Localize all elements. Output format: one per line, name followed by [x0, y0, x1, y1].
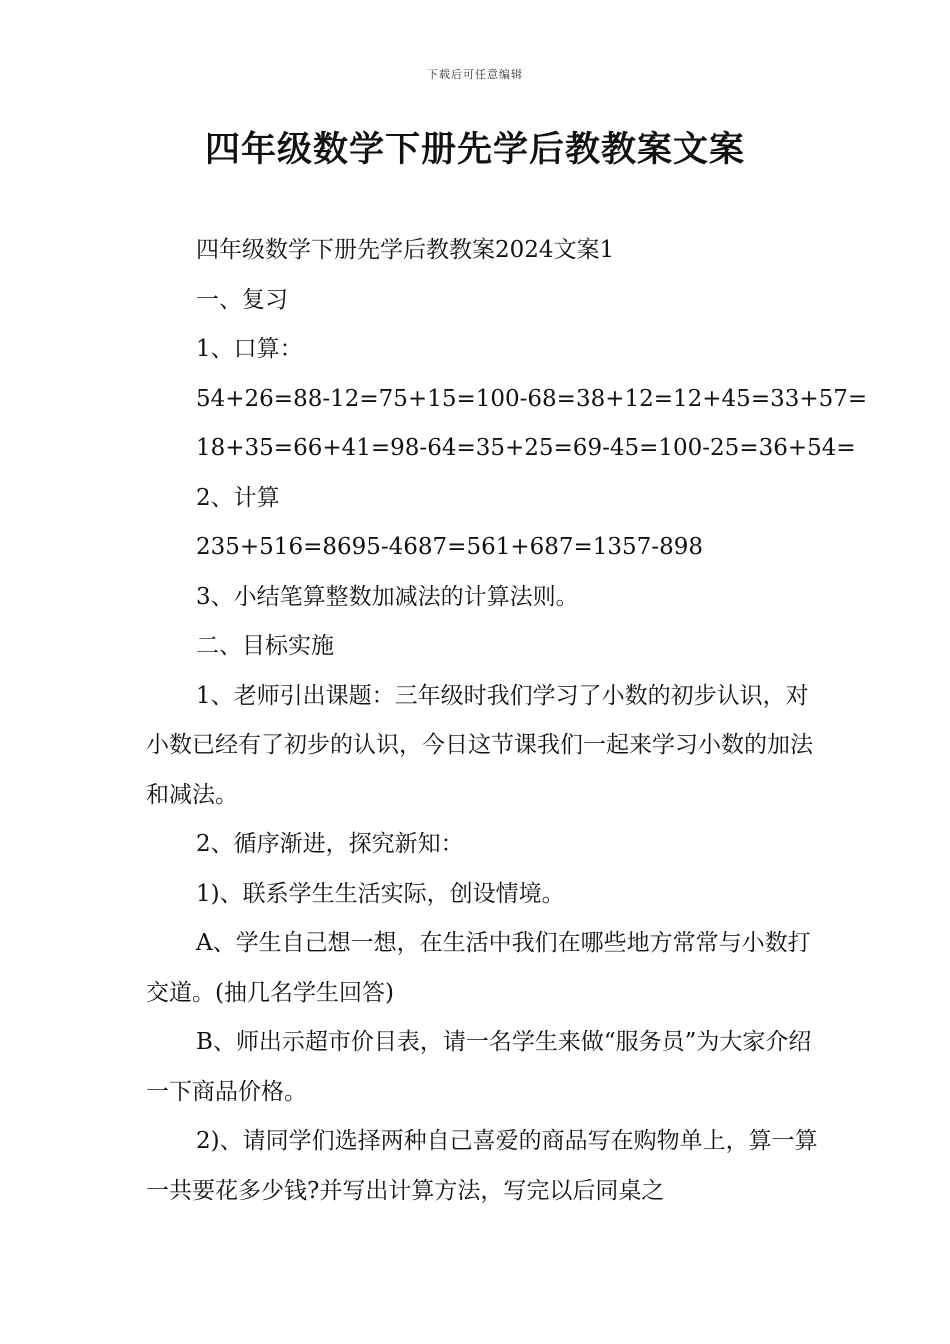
- paragraph-summary: 3、小结笔算整数加减法的计算法则。: [196, 583, 579, 610]
- paragraph-mental-math-line1: 54+26=88-12=75+15=100-68=38+12=12+45=33+57=: [196, 385, 868, 412]
- paragraph-subtitle: 四年级数学下册先学后教教案2024文案1: [196, 237, 615, 263]
- document-title: 四年级数学下册先学后教教案文案: [204, 129, 745, 170]
- paragraph-mental-math: 1、口算：: [196, 336, 303, 362]
- paragraph-calculation-line: 235+516=8695-4687=561+687=1357-898: [196, 534, 703, 560]
- paragraph-section-implementation: 二、目标实施: [196, 633, 334, 659]
- paragraph-shopping: 2)、请同学们选择两种自己喜爱的商品写在购物单上，算一算一共要花多少钱?并写出计算方法，写完以后同桌之: [146, 1128, 818, 1204]
- paragraph-mental-math-line2: 18+35=66+41=98-64=35+25=69-45=100-25=36+54=: [196, 435, 856, 461]
- paragraph-introduction: 1、老师引出课题：三年级时我们学习了小数的初步认识，对小数已经有了初步的认识，今日这节课我们一起来学习小数的加法和减法。: [146, 682, 813, 808]
- paragraph-item-a: A、学生自己想一想，在生活中我们在哪些地方常常与小数打交道。(抽几名学生回答): [146, 930, 811, 1006]
- paragraph-item-b: B、师出示超市价目表，请一名学生来做“服务员”为大家介绍一下商品价格。: [146, 1029, 812, 1105]
- paragraph-situation: 1)、联系学生生活实际，创设情境。: [196, 880, 565, 907]
- header-note: 下载后可任意编辑: [427, 68, 523, 81]
- paragraph-section-review: 一、复习: [196, 286, 288, 313]
- document-body: [146, 226, 868, 1216]
- paragraph-calculation: 2、计算: [196, 484, 280, 511]
- paragraph-explore: 2、循序渐进，探究新知：: [196, 831, 464, 857]
